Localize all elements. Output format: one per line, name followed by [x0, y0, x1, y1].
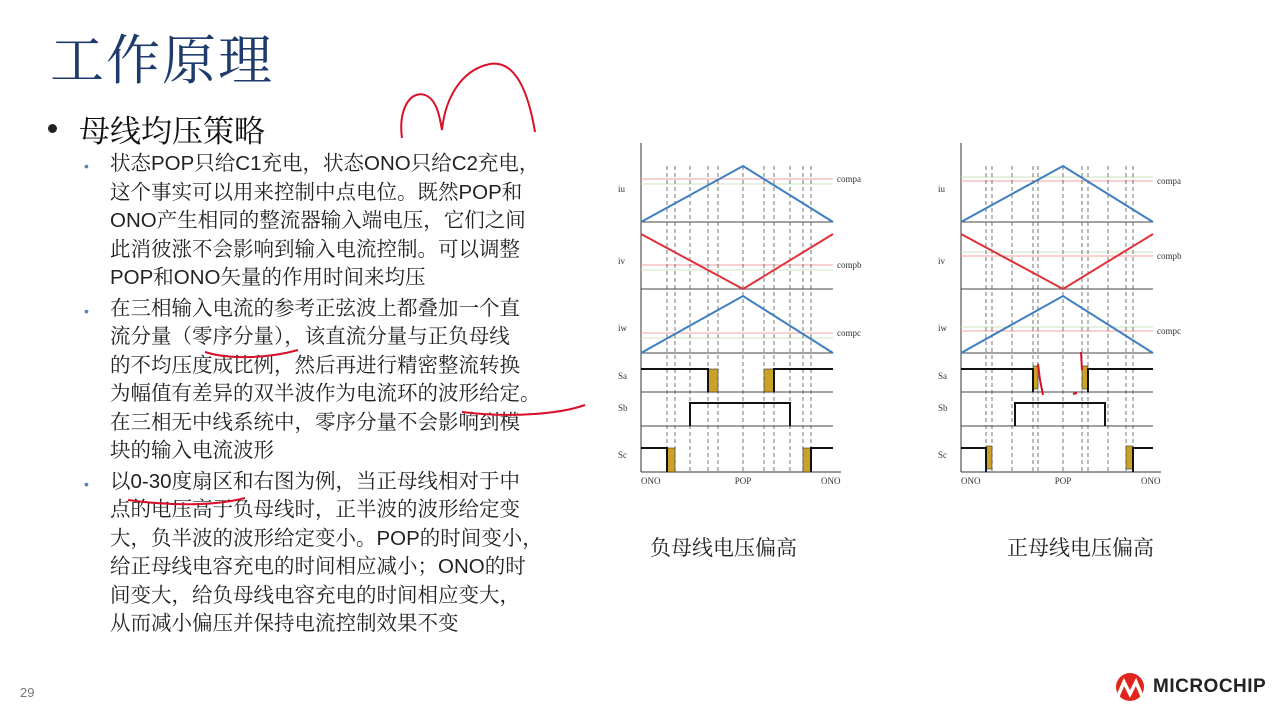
bullet-line: 在三相无中线系统中，零序分量不会影响到模	[110, 410, 520, 434]
iw-wave	[961, 296, 1153, 353]
bullet-line: 点的电压高于负母线时，正半波的波形给定变	[110, 498, 520, 521]
sa-signal	[641, 369, 708, 392]
bullet-line: 流分量（零序分量），该直流分量与正负母线	[110, 325, 510, 348]
sc-signal	[961, 448, 986, 472]
sb-signal	[690, 403, 790, 426]
pulse-box	[803, 448, 811, 472]
iv-wave	[641, 234, 833, 289]
iu-wave	[641, 166, 833, 222]
x-axis-label-ono: ONO	[821, 476, 841, 486]
slide-title: 工作原理	[50, 31, 274, 91]
microchip-logo-icon	[1113, 672, 1147, 702]
signal-label: Sb	[618, 403, 628, 413]
bullet-line: 这个事实可以用来控制中点电位。既然POP和	[110, 180, 523, 204]
bullet-line: POP和ONO矢量的作用时间来均压	[110, 266, 426, 289]
caption-left: 负母线电压偏高	[650, 537, 797, 560]
sc-signal	[1133, 448, 1153, 472]
bullet-line: 大，负半波的波形给定变小。POP的时间变小，	[110, 526, 543, 550]
x-axis-label-ono: ONO	[1141, 476, 1161, 486]
sc-signal	[641, 448, 667, 472]
bullet-line: 此消彼涨不会影响到输入电流控制。可以调整	[110, 237, 520, 261]
signal-label: iu	[938, 184, 946, 194]
x-axis-label-pop: POP	[734, 476, 752, 486]
iu-wave	[961, 166, 1153, 222]
microchip-logo: MICROCHIP	[1113, 672, 1266, 702]
signal-label: Sa	[938, 371, 947, 381]
bullet-line: 为幅值有差异的双半波作为电流环的波形给定。	[110, 382, 541, 405]
bullet-marker: •	[84, 158, 89, 174]
signal-label: iv	[938, 256, 946, 266]
heading-text: 母线均压策略	[79, 114, 265, 149]
pulse-box	[667, 448, 675, 472]
pulse-box	[764, 369, 774, 392]
bullet-line: 从而减小偏压并保持电流控制效果不变	[110, 612, 459, 635]
bullet-marker: •	[84, 302, 89, 319]
bullet-line: 的不均压度成比例，然后再进行精密整流转换	[110, 353, 520, 377]
comparator-label: compc	[1157, 326, 1181, 336]
iv-wave	[961, 234, 1153, 289]
x-axis-label-pop: POP	[1054, 476, 1072, 486]
sc-signal	[811, 448, 833, 472]
comparator-label: compc	[837, 328, 861, 338]
bullet-marker: •	[84, 475, 89, 492]
sa-signal	[1088, 369, 1153, 392]
sb-signal	[1015, 403, 1105, 426]
comparator-label: compa	[837, 174, 861, 184]
bullet-line: 以0-30度扇区和右图为例，当正母线相对于中	[110, 469, 521, 493]
signal-label: Sa	[618, 371, 627, 381]
bullet-line: ONO产生相同的整流器输入端电压，它们之间	[110, 209, 526, 232]
signal-label: Sc	[938, 450, 947, 460]
x-axis-label-ono: ONO	[641, 476, 661, 486]
bullet-line: 状态POP只给C1充电，状态ONO只给C2充电，	[110, 152, 540, 175]
x-axis-label-ono: ONO	[961, 476, 981, 486]
sa-signal	[774, 369, 833, 392]
signal-label: iv	[618, 256, 626, 266]
sa-signal	[961, 369, 1033, 392]
signal-label: iu	[618, 184, 626, 194]
pulse-box	[1126, 446, 1133, 469]
caption-right: 正母线电压偏高	[1007, 537, 1154, 560]
bullet-line: 在三相输入电流的参考正弦波上都叠加一个直	[110, 296, 520, 320]
bullet-line: 块的输入电流波形	[110, 439, 274, 462]
comparator-label: compa	[1157, 176, 1181, 186]
comparator-label: compb	[837, 260, 862, 270]
signal-label: Sc	[618, 450, 627, 460]
bullet-line: 间变大，给负母线电容充电的时间相应变大，	[110, 583, 520, 607]
iw-wave	[641, 296, 833, 353]
pulse-box	[708, 369, 718, 392]
bullet-line: 给正母线电容充电的时间相应减小；ONO的时	[110, 555, 526, 578]
comparator-label: compb	[1157, 251, 1182, 261]
page-number: 29	[20, 685, 35, 700]
signal-label: Sb	[938, 403, 948, 413]
signal-label: iw	[938, 323, 947, 333]
signal-label: iw	[618, 323, 627, 333]
